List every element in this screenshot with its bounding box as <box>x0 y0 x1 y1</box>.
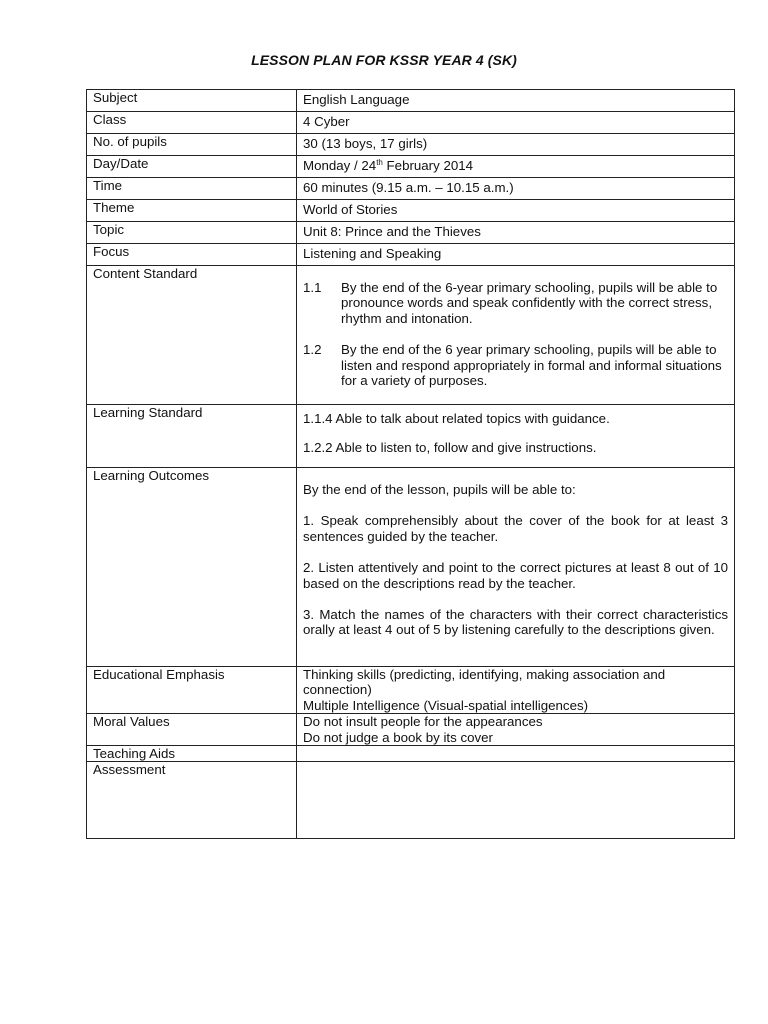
content-standard-item <box>303 280 728 326</box>
row-learning-standard <box>87 405 735 468</box>
row-content-standard <box>87 266 735 405</box>
label-educational-emphasis: Educational Emphasis <box>87 667 297 714</box>
value-assessment <box>297 762 735 839</box>
learning-outcome-item: 2. Listen attentively and point to the correct pictures at least 8 out of 10 based on the descriptions read by the teacher. <box>303 560 728 591</box>
label-time: Time <box>87 178 297 200</box>
row-class <box>87 112 735 134</box>
row-moral-values <box>87 714 735 746</box>
label-teaching-aids: Teaching Aids <box>87 746 297 762</box>
value-moral-values <box>297 714 735 746</box>
label-learning-standard: Learning Standard <box>87 405 297 468</box>
value-time: 60 minutes (9.15 a.m. – 10.15 a.m.) <box>297 178 735 200</box>
label-pupils: No. of pupils <box>87 134 297 156</box>
content-standard-number: 1.1 <box>303 280 322 295</box>
value-class: 4 Cyber <box>297 112 735 134</box>
label-topic: Topic <box>87 222 297 244</box>
label-assessment: Assessment <box>87 762 297 839</box>
value-learning-standard <box>297 405 735 468</box>
row-assessment <box>87 762 735 839</box>
value-pupils: 30 (13 boys, 17 girls) <box>297 134 735 156</box>
label-theme: Theme <box>87 200 297 222</box>
row-time <box>87 178 735 200</box>
row-daydate <box>87 156 735 178</box>
content-standard-item <box>303 342 728 388</box>
value-content-standard <box>297 266 735 405</box>
label-focus: Focus <box>87 244 297 266</box>
learning-standard-item: 1.1.4 Able to talk about related topics with guidance. <box>303 411 610 426</box>
label-content-standard: Content Standard <box>87 266 297 405</box>
content-standard-text: By the end of the 6 year primary schooling, pupils will be able to listen and respond appropriately in formal and informal situations for a variety of purposes. <box>341 342 722 389</box>
moral-value-item: Do not insult people for the appearances <box>303 714 543 730</box>
label-subject: Subject <box>87 90 297 112</box>
row-focus <box>87 244 735 266</box>
value-daydate <box>297 156 735 178</box>
daydate-main: Monday / 24 <box>303 158 377 173</box>
value-subject: English Language <box>297 90 735 112</box>
learning-outcome-item: 1. Speak comprehensibly about the cover of the book for at least 3 sentences guided by the teacher. <box>303 513 728 544</box>
learning-outcomes-intro: By the end of the lesson, pupils will be able to: <box>303 482 576 497</box>
content-standard-text: By the end of the 6-year primary schooling, pupils will be able to pronounce words and speak confidently with the correct stress, rhythm and intonation. <box>341 280 718 326</box>
row-pupils <box>87 134 735 156</box>
value-teaching-aids <box>297 746 735 762</box>
learning-outcome-item: 3. Match the names of the characters with their correct characteristics orally at least 4 out of 5 by listening carefully to the descriptions given. <box>303 607 728 638</box>
label-moral-values: Moral Values <box>87 714 297 746</box>
emphasis-thinking-skills: Thinking skills (predicting, identifying, making association and connection) <box>303 667 666 698</box>
value-educational-emphasis <box>297 667 735 714</box>
learning-standard-item: 1.2.2 Able to listen to, follow and give instructions. <box>303 440 597 456</box>
daydate-rest: February 2014 <box>382 158 474 173</box>
value-learning-outcomes <box>297 468 735 667</box>
row-learning-outcomes <box>87 468 735 667</box>
label-class: Class <box>87 112 297 134</box>
row-topic <box>87 222 735 244</box>
moral-value-item: Do not judge a book by its cover <box>303 729 493 745</box>
label-learning-outcomes: Learning Outcomes <box>87 468 297 667</box>
emphasis-multiple-intelligence: Multiple Intelligence (Visual-spatial intelligences) <box>303 697 589 713</box>
document-title: LESSON PLAN FOR KSSR YEAR 4 (SK) <box>251 52 517 68</box>
daydate-ordinal: th <box>376 158 383 167</box>
row-teaching-aids <box>87 746 735 762</box>
lesson-plan-table <box>86 89 735 839</box>
value-focus: Listening and Speaking <box>297 244 735 266</box>
row-subject <box>87 90 735 112</box>
content-standard-number: 1.2 <box>303 342 322 358</box>
value-theme: World of Stories <box>297 200 735 222</box>
row-educational-emphasis <box>87 667 735 714</box>
value-topic: Unit 8: Prince and the Thieves <box>297 222 735 244</box>
label-daydate: Day/Date <box>87 156 297 178</box>
row-theme <box>87 200 735 222</box>
